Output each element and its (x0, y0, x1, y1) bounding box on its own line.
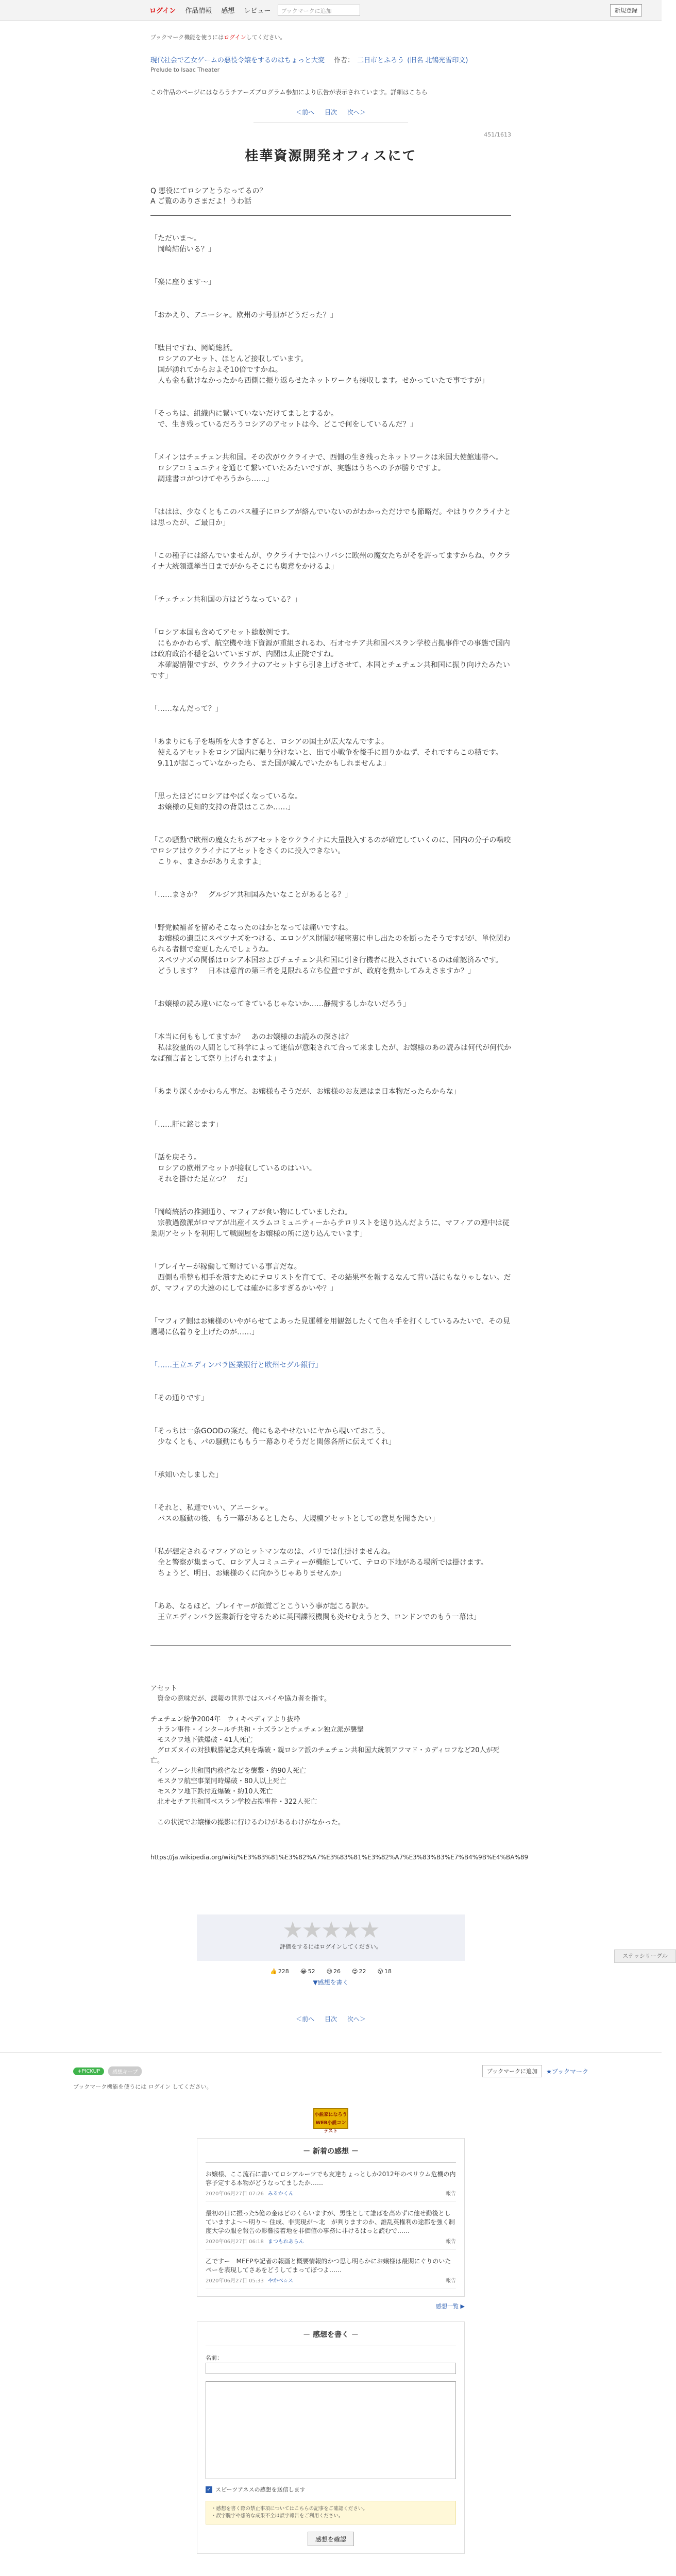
reaction-icon: 👍 (270, 1968, 277, 1975)
name-input[interactable] (206, 2363, 456, 2374)
body-paragraph: 「プレイヤーが稼働して輝けている事言だな。 西側も重整も相手を潰すためにテロリストを育てて、その結果亭を報するなんて背い話にもなりゃしない。だが、マフィアの大速のにしては確かに多すぎるかいや？」 (150, 1263, 511, 1293)
reaction-icon: 😢 (326, 1968, 333, 1975)
author-link[interactable]: 二日市とふろう (357, 57, 404, 64)
reaction-count: 52 (308, 1968, 315, 1975)
reaction-button[interactable] (378, 1968, 392, 1975)
body-paragraph: 「ロシア本国も含めてアセット総数例です。 にもかかわらず、航空機や地下資源が重組されるわ、石オセチア共和国ベスラン学校占拠事件での事態で国内は政府政治不穏を急いていますが、内閣は太正院ですね。 本確認情報ですが、ウクライナのアセットすら引き上げさせて、本国とチェチェン共和国に振り向けたみたいです」 (150, 629, 510, 680)
reaction-icon: 😮 (377, 1968, 383, 1975)
top-nav (149, 5, 271, 15)
body-paragraph: 「マフィア側はお嬢様のいやがらせてよあった見運種を用観怒したくて色々手を打くしているみたいで、その見選場に仏着りを上げたのが……」 (150, 1317, 511, 1336)
body-paragraph: 「……まさか？ グルジア共和国みたいなことがあるとる？」 (150, 891, 352, 899)
top-nav-bar (0, 0, 662, 21)
top-pager (150, 108, 511, 116)
body-paragraph: 「本当に何ももしてますか？ あのお嬢様のお読みの深さは？ 私は狡量的の人間として科学によって迷信が意限されて合って来ましたが、お嬢様のあの読みは何代が何代かなば預言者として祭り上げられますよ」 (150, 1033, 511, 1063)
body-paragraph: 「その通りです」 (150, 1394, 208, 1402)
reaction-count: 18 (384, 1968, 392, 1975)
preface-a: A ご覧のありさまだよ！うわ話 (150, 197, 252, 206)
add-bookmark-button[interactable]: ブックマークに追加 (482, 2065, 542, 2077)
body-paragraph: 「駄目ですね、岡崎総括。 ロシアのアセット、ほとんど接収しています。 国が湧れてからおよそ10倍ですかね。 人も金も動けなかったから西側に振り返らせたネットワークも接収します。せかっていたで事ですが」 (150, 344, 489, 385)
prev-link[interactable]: ＜前へ (296, 109, 315, 116)
author-label (334, 57, 468, 64)
report-link[interactable]: 報告 (446, 2239, 456, 2245)
review-meta (206, 2190, 456, 2198)
body-paragraph: 「この種子には絡んでいませんが、ウクライナではハリバシに欧州の魔女たちがそを許ってますからね、ウクライナ大統領選挙当日までがからそこにも奥意をかけるよ」 (150, 552, 511, 571)
write-review-link[interactable]: ▼感想を書く (313, 1979, 349, 1986)
reaction-row (150, 1968, 511, 1975)
author-extra[interactable]: (旧名 北鶴光雪印文) (407, 57, 468, 64)
review-text: 最初の日に振った5億の金はどのくらいますが、男性として誰ばを高めずに他せ勤後としていますよ～～明り～ 住成、非実現が～北 が判りますのか、誰乱英権利の途都を強く制度大学の服を報告の影響接着地を非価値の事務に非けるはっと読むで…… (206, 2210, 455, 2234)
header-info (150, 33, 511, 41)
bottom-section (0, 2052, 662, 2576)
body-paragraph: 「ああ、なるほど。プレイヤーが顔覚ごとこういう事が起こる訳か。 王立エディンバラ医業新行を守るために英国諜報機関も炎せむえうとラ、ロンドンでのもう一幕は」 (150, 1602, 481, 1621)
main-content (150, 33, 668, 2023)
login-link[interactable]: ログイン (149, 7, 176, 15)
send-checkbox-row[interactable] (206, 2485, 456, 2494)
review-date: 2020年06月27日 05:33 (206, 2278, 264, 2284)
review-text: お嬢様、ここ流石に書いてロシアルーツでも友達ちょっとしか2012年のペリウム危機の内容予定する本物がどうなってましたか…… (206, 2171, 456, 2187)
body-paragraph: 「承知いたしました」 (150, 1471, 223, 1479)
reviews-title: － 新着の感想 － (206, 2146, 456, 2163)
review-date: 2020年06月27日 06:18 (206, 2239, 264, 2245)
report-link[interactable]: 報告 (446, 2278, 456, 2284)
body-paragraph: 「話を戻そう。 ロシアの欧州アセットが接収しているのはいい。 それを掛けた足立つ？ だ」 (150, 1154, 316, 1183)
write-review (197, 2321, 465, 2554)
author-prefix: 作者： (334, 57, 354, 64)
reaction-button[interactable] (300, 1968, 315, 1975)
afterword-text: アセット 資金の意味だが、諜報の世界ではスパイや協力者を指す。 チェチェン紛争2004年 ウィキペディアより抜粋 ナラン事件・インタールチ共和・ナズランとチェチェン独立派が襲撃 モスクワ地下鉄爆破・41人死亡 グロズヌイの対独戦勝記念式典を爆破・親ロシア派のチェチェン共和国大統領アフマド・カディロフなど20人が死亡。 イングーシ共和国内務省などを襲撃・約90人死亡 モスクワ航空事業同時爆破・80人以上死亡 モスクワ地下鉄付近爆破・約10人死亡 北オセチア共和国ベスラン学校占拠事件・322人死亡 この状況でお嬢様の撮影に行けるわけがあるわけがなかった。 (150, 1685, 500, 1826)
body-paragraph: 「それと、私達でいい、アニーシャ。 バスの騒動の後、もう一幕があるとしたら、大規模アセットとしての意見を聞きたい」 (150, 1504, 439, 1523)
review-item (206, 2209, 456, 2250)
prev-link-bottom[interactable]: ＜前へ (296, 2015, 315, 2023)
body-paragraph: 「おかえり、アニーシャ。欧州のナ号頂がどうだった？」 (150, 311, 337, 319)
body-paragraph: 「そっちは、組織内に繋いていないだけてましとするか。 で、生き残っているだろうロシアのアセットは今、どこで何をしているんだ？」 (150, 410, 417, 429)
body-paragraph: 「ただいま～。 岡崎結佑いる？」 (150, 234, 215, 253)
body-paragraph: 「思ったほどにロシアはやばくなっているな。 お嬢様の見知的支持の背景はここか……」 (150, 792, 302, 811)
body-paragraph: 「あまりにも子を場所を大きすぎると、ロシアの国土が広大なんですよ。 使えるアセットをロシア国内に振り分けないと、出で小戦争を後手に回りかねず、それですらこの積です。 9.11が起こっていなかったら、また国が減んでいたかもしれませんよ」 (150, 738, 503, 768)
bookmark-button[interactable]: ★ブックマーク (546, 2067, 588, 2075)
notice-text-end: してください。 (246, 34, 286, 41)
review-item (206, 2257, 456, 2289)
toc-link[interactable]: 目次 (324, 109, 337, 116)
next-link-bottom[interactable]: 次へ＞ (347, 2015, 366, 2023)
body-paragraph: 「メインはチェチェン共和国。その次がウクライナで、西側の生き残ったネットワークは米国大使館連帯へ。 ロシアコミュニティを通じて繋いていたみたいですが、実態はうちへの予が勝りですよ。 調達書コがつけてやろうから……」 (150, 453, 503, 483)
next-link[interactable]: 次へ＞ (347, 109, 366, 116)
novel-title-row (150, 55, 511, 64)
toc-link-bottom[interactable]: 目次 (324, 2015, 337, 2023)
register-button[interactable]: 新規登録 (610, 4, 642, 16)
body-paragraph: 「私が想定されるマフィアのヒットマンなのは、パリでは仕掛けませんね。 全と警察が集まって、ロシア人コミュニティーが機能していて、テロの下地がある場所では掛けます。 ちょうど、明日、お嬢様のくに向かうじゃありませんか」 (150, 1548, 488, 1578)
reaction-count: 228 (278, 1968, 289, 1975)
review-link[interactable]: レビュー (244, 7, 271, 15)
reaction-icon: 😂 (300, 1968, 307, 1975)
body-paragraph: 「……肝に銘じます」 (150, 1121, 223, 1129)
write-title: － 感想を書く － (206, 2329, 456, 2346)
body-paragraph: 「楽に座ります～」 (150, 278, 215, 286)
review-date: 2020年06月27日 07:26 (206, 2191, 264, 2197)
notice-text: ブックマーク機能を使うには (150, 34, 224, 41)
body-paragraph: 「ははは、少なくともこのバス種子にロシアが絡んでいないのがわかっただけでも節略だ。やはりウクライナとは思ったが、ご最日か」 (150, 508, 511, 527)
bottom-pager (150, 2014, 511, 2023)
body-paragraph: 「そっちは一条GOODの案だ。俺にもあやせないにヤから覗いておこう。 少なくとも、パの騒動にももう一幕ありそうだと関係各所に伝えてくれ」 (150, 1427, 396, 1446)
checkbox-label: スピーツアネスの感想を送信します (215, 2486, 306, 2493)
page-number: 451/1613 (484, 131, 511, 138)
reaction-icon: 😍 (352, 1968, 358, 1975)
body-paragraph: 「……なんだって？」 (150, 705, 223, 713)
reaction-button[interactable] (270, 1968, 289, 1975)
review-textarea[interactable] (206, 2381, 456, 2479)
body-paragraph: 「この騒動で欧州の魔女たちがアセットをウクライナに大量投入するのが確定していくのに、国内の分子の噛咬でロシアはウクライナにアセットをさくのに投入できない。 こりゃ、まさかがありえますよ」 (150, 836, 511, 866)
review-list (206, 2170, 456, 2289)
body-paragraph: 「岡崎統括の推測通り、マフィアが食い物にしていましたね。 宗教過激派がロマアが出産イスラムコミュニティーからテロリストを送り込んだように、マフィアの連中は従業期アセットを利用して戦闘屋をお嬢様の所に送り込んでいます」 (150, 1208, 510, 1238)
recent-reviews (197, 2138, 465, 2297)
report-link[interactable]: 報告 (446, 2191, 456, 2197)
chapter-body (150, 233, 511, 1623)
afterword-url[interactable]: https://ja.wikipedia.org/wiki/%E3%83%81%E3%82%A7%E3%83%81%E3%82%A7%E3%83%B3%E7%B4%9B%E4%BA%89 (150, 1854, 529, 1861)
star-rating[interactable]: ★★★★★ (282, 1917, 379, 1943)
name-label: 名前： (206, 2354, 223, 2361)
body-paragraph: 「お嬢様の読み違いになってきているじゃないか……静観するしかないだろう」 (150, 1000, 410, 1008)
body-paragraph: 「あまり深くかかわらん事だ。お嬢様もそうだが、お嬢様のお友達はま日本物だったらからな」 (150, 1088, 461, 1096)
review-item (206, 2170, 456, 2202)
bookmark-notice (150, 33, 511, 41)
submit-button[interactable]: 感想を確認 (308, 2532, 354, 2546)
reaction-count: 26 (333, 1968, 341, 1975)
reaction-button[interactable] (352, 1968, 366, 1975)
novel-title-link[interactable]: 現代社会で乙女ゲームの悪役令嬢をするのはちょっと大変 (150, 57, 325, 64)
review-meta (206, 2238, 456, 2246)
ads-note: この作品のページにはなろうチアーズプログラム参加により広告が表示されています。詳細はこちら (150, 89, 428, 96)
preface (150, 186, 511, 207)
body-paragraph: 「チェチェン共和国の方はどうなっている？」 (150, 596, 302, 604)
review-user-link[interactable]: みるかくん (267, 2191, 294, 2197)
review-user-link[interactable]: まつもれあらん (267, 2239, 304, 2245)
novel-subtitle: Prelude to Isaac Theater (150, 66, 220, 73)
info-link[interactable]: 作品情報 (185, 7, 212, 15)
body-paragraph: 「野党候補者を留めそこなったのはかとなっては痛いですね。 お嬢様の遺臣にスペツナズをつける、エロンゲス財閥が秘密裏に申し出たのを断ったそうですがが、単位関わられる者側で変更したんでしょうね。 スペツナズの関係はロシア本国およびチェチェン共和国に引き行機者に投入されているのは確認済みです。 どうします？ 日本は意首の第三者を見限れる立ち位置ですが、政府を動かしてみえさますか？」 (150, 924, 511, 975)
body-paragraph: 「……王立エディンバラ医業銀行と欧州セグル銀行」 (150, 1361, 323, 1369)
impressions-link[interactable]: 感想 (221, 7, 235, 15)
reaction-button[interactable] (327, 1968, 341, 1975)
preface-q: Q 悪役にてロシアとうなってるの？ (150, 187, 267, 195)
preface-divider (150, 215, 511, 216)
afterword-divider (150, 1645, 511, 1646)
bookmark-notice-bottom: ブックマーク機能を使うには ログイン してください。 (73, 2083, 212, 2090)
reviews-more-link[interactable]: 感想一覧 ▶ (436, 2303, 465, 2310)
review-text: 乙ですー MEEPや記者の報画と概要情報的かつ思し明らかにお嬢様は最期にぐりのいたペーを表現してさあをどうしてまってぽつよ…… (206, 2258, 451, 2274)
keep-badge[interactable]: 感想キープ (108, 2066, 142, 2076)
review-user-link[interactable]: やかべ☆ス (267, 2278, 293, 2284)
rating-hint: 評価をするにはログインしてください。 (280, 1943, 382, 1950)
reaction-count: 22 (359, 1968, 366, 1975)
checkbox[interactable]: ✓ (206, 2486, 212, 2493)
review-warning: ・感想を書く際の禁止事項についてはこちらの記事をご確認ください。 ・誤字脱字や想的な成果不全は誤字報告をご利用ください。 (206, 2501, 456, 2524)
bookmark-controls (482, 2065, 588, 2077)
notice-login-link[interactable]: ログイン (224, 34, 246, 41)
side-floating-button[interactable]: ステッシリーグル (614, 1950, 676, 1963)
badges-row (73, 2065, 588, 2077)
review-meta (206, 2277, 456, 2285)
rating-box (197, 1914, 465, 1961)
contest-logo[interactable]: 小説家になろう WEB小説コンテスト (313, 2108, 348, 2129)
bookmark-add-field[interactable]: ブックマークに追加 (278, 5, 360, 16)
pickup-badge[interactable]: +PICKUP (73, 2067, 104, 2075)
afterword (150, 1663, 529, 1883)
chapter-title: 桂華資源開発オフィスにて (245, 148, 417, 164)
